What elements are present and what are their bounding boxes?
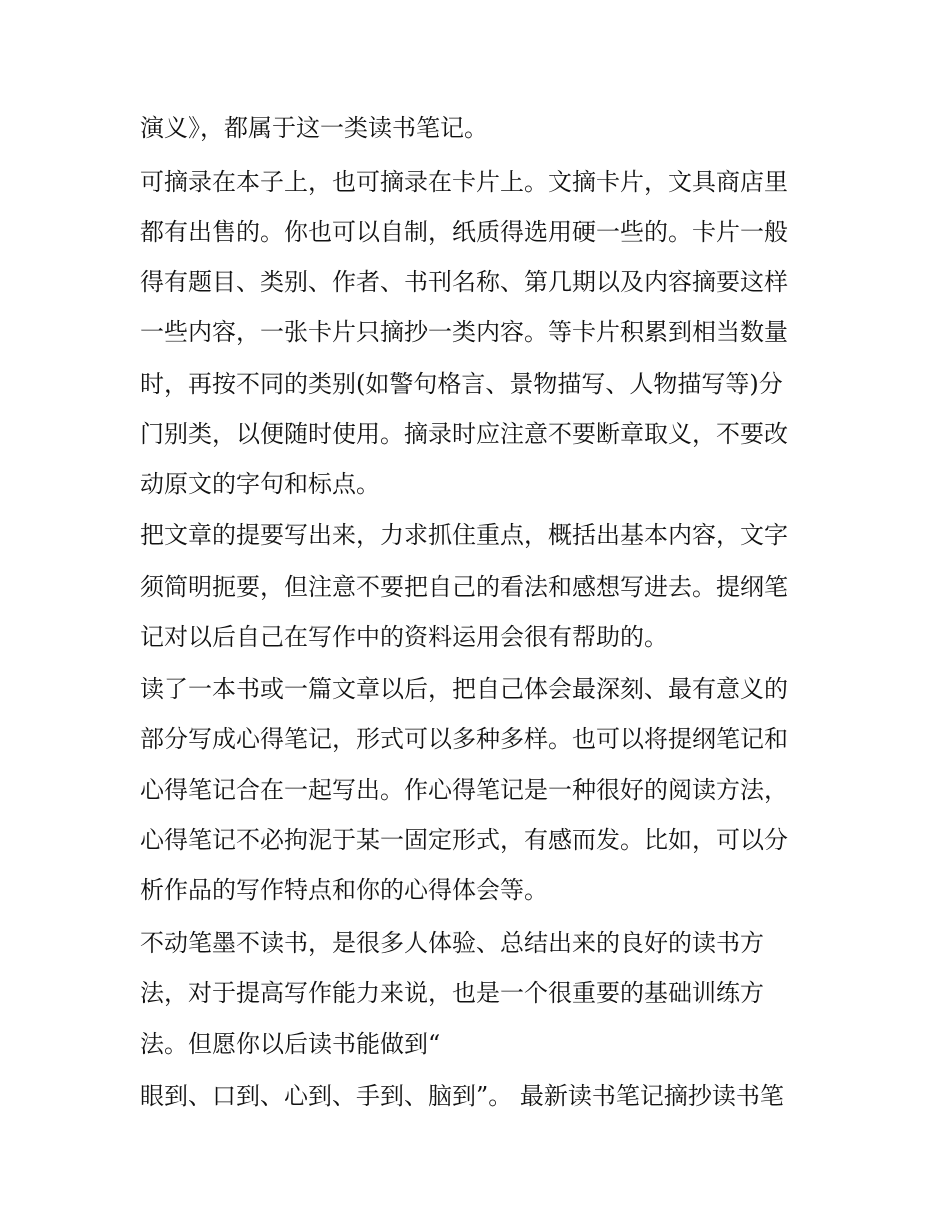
text-line: 时，再按不同的类别(如警句格言、景物描写、人物描写等)分 (140, 370, 783, 398)
text-line: 门别类，以便随时使用。摘录时应注意不要断章取义，不要改 (140, 420, 788, 448)
text-line: 把文章的提要写出来，力求抓住重点，概括出基本内容，文字 (140, 521, 788, 549)
text-line: 部分写成心得笔记，形式可以多种多样。也可以将提纲笔记和 (140, 725, 788, 753)
text-line: 法，对于提高写作能力来说，也是一个很重要的基础训练方 (140, 979, 764, 1007)
text-line: 动原文的字句和标点。 (140, 470, 380, 498)
text-line: 析作品的写作特点和你的心得体会等。 (140, 876, 548, 904)
text-line: 得有题目、类别、作者、书刊名称、第几期以及内容摘要这样 (140, 268, 788, 296)
text-line: 心得笔记不必拘泥于某一固定形式，有感而发。比如，可以分 (140, 826, 788, 854)
text-line: 可摘录在本子上，也可摘录在卡片上。文摘卡片，文具商店里 (140, 168, 788, 196)
text-line: 读了一本书或一篇文章以后，把自己体会最深刻、最有意义的 (140, 675, 788, 703)
text-line: 须简明扼要，但注意不要把自己的看法和感想写进去。提纲笔 (140, 573, 788, 601)
text-line: 眼到、口到、心到、手到、脑到”。 最新读书笔记摘抄读书笔 (140, 1082, 784, 1110)
text-line: 记对以后自己在写作中的资料运用会很有帮助的。 (140, 623, 668, 651)
text-line: 心得笔记合在一起写出。作心得笔记是一种很好的阅读方法， (140, 776, 788, 804)
text-line: 不动笔墨不读书，是很多人体验、总结出来的良好的读书方 (140, 929, 764, 957)
text-line: 都有出售的。你也可以自制，纸质得选用硬一些的。卡片一般 (140, 218, 788, 246)
text-line: 一些内容，一张卡片只摘抄一类内容。等卡片积累到相当数量 (140, 318, 788, 346)
text-line: 演义》，都属于这一类读书笔记。 (140, 114, 488, 142)
text-line: 法。但愿你以后读书能做到“ (140, 1030, 441, 1058)
